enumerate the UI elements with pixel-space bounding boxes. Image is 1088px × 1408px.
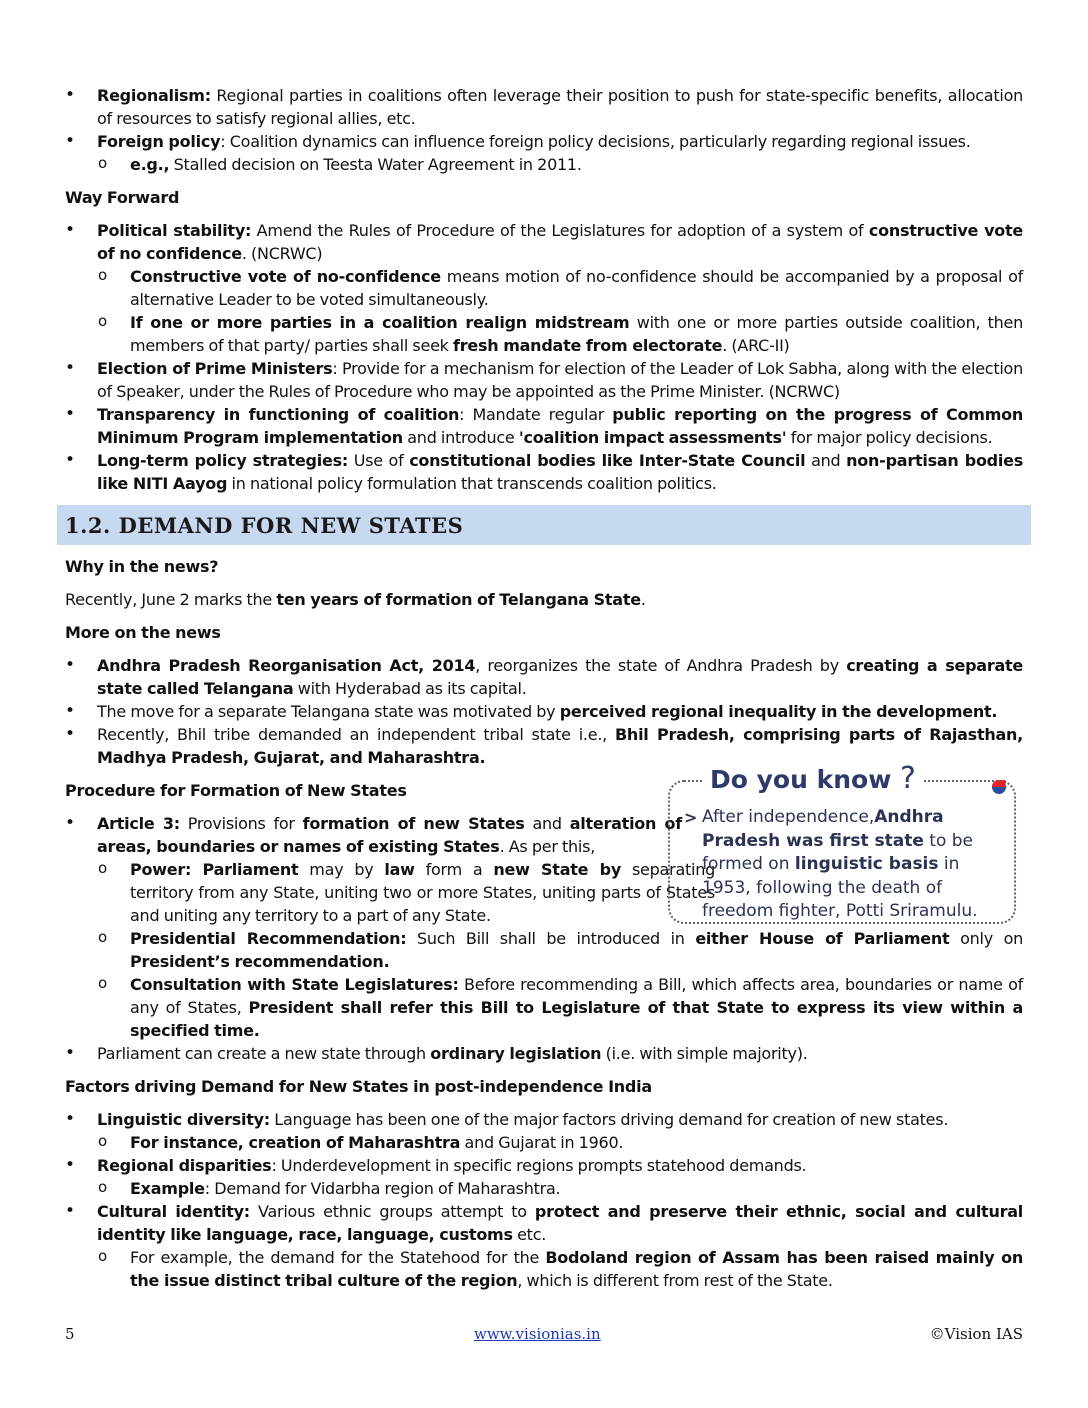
list-item xyxy=(65,130,1023,153)
list-item xyxy=(65,1154,1023,1177)
sub-list-item xyxy=(65,858,715,927)
item-bold: ordinary legislation xyxy=(430,1044,602,1063)
item-text: separating territory from any State, uniting two or more States, uniting parts of States and uniting any territory to a part of any State. xyxy=(130,860,716,925)
item-bold: fresh mandate from electorate xyxy=(453,336,723,355)
item-text: Various ethnic groups attempt to xyxy=(249,1202,535,1221)
list-item xyxy=(65,812,682,858)
do-you-know-title-text: Do you know xyxy=(710,765,892,794)
item-text: , which is different from rest of the State. xyxy=(517,1271,833,1290)
item-text: Stalled decision on Teesta Water Agreement in 2011. xyxy=(169,155,582,174)
item-text: in national policy formulation that transcends coalition politics. xyxy=(227,474,717,493)
item-bold: Bhil Pradesh, comprising parts of Rajasthan, Madhya Pradesh, Gujarat, and Maharashtra. xyxy=(97,725,1024,767)
item-text: (i.e. with simple majority). xyxy=(601,1044,808,1063)
item-lead: Consultation with State Legislatures: xyxy=(130,975,459,994)
page-content xyxy=(65,84,1023,1292)
item-text: : Mandate regular xyxy=(459,405,613,424)
list-item xyxy=(65,449,1023,495)
item-lead: Regional disparities xyxy=(97,1156,272,1175)
way-forward-heading: Way Forward xyxy=(65,188,180,207)
item-lead: If one or more parties in a coalition realign midstream xyxy=(130,313,630,332)
list-item xyxy=(65,357,1023,403)
item-text: . As per this, xyxy=(499,837,596,856)
sub-list-item xyxy=(65,265,1023,311)
para-text: . xyxy=(640,590,646,609)
item-text: . (ARC-II) xyxy=(722,336,790,355)
item-text: Parliament can create a new state through xyxy=(97,1044,431,1063)
item-text: Use of xyxy=(348,451,410,470)
para-bold: ten years of formation of Telangana State xyxy=(276,590,641,609)
item-lead: Linguistic diversity: xyxy=(97,1110,270,1129)
item-text: Amend the Rules of Procedure of the Legislatures for adoption of a system of xyxy=(251,221,869,240)
sub-list-item xyxy=(65,1131,1023,1154)
question-mark-icon: ? xyxy=(900,761,916,796)
list-item xyxy=(65,1042,1023,1065)
item-bold: non-partisan bodies like NITI Aayog xyxy=(97,451,1023,493)
item-text: : Demand for Vidarbha region of Maharashtra. xyxy=(204,1179,561,1198)
item-lead: Regionalism: xyxy=(97,86,211,105)
section-banner xyxy=(57,505,1031,545)
sub-list-item xyxy=(65,973,1023,1042)
item-lead: e.g., xyxy=(130,155,170,174)
item-bold: President shall refer this Bill to Legislature of that State to express its view within a specified time. xyxy=(130,998,1023,1040)
item-lead: Foreign policy xyxy=(97,132,221,151)
fact-bold: Andhra Pradesh was first state xyxy=(702,807,944,851)
item-lead: Transparency in functioning of coalition xyxy=(97,405,460,424)
item-bold: Bodoland region of Assam has been raised mainly on the issue distinct tribal culture of the region xyxy=(130,1248,1023,1290)
item-text: Such Bill shall be introduced in xyxy=(406,929,696,948)
item-bold: constructive vote of no confidence xyxy=(97,221,1024,263)
fact-text: to be formed on xyxy=(702,830,974,874)
item-lead: Presidential Recommendation: xyxy=(130,929,407,948)
factors-heading: Factors driving Demand for New States in post-independence India xyxy=(65,1077,652,1096)
item-text: etc. xyxy=(512,1225,547,1244)
list-item xyxy=(65,700,1023,723)
page-footer xyxy=(65,1325,1023,1347)
sub-list-item xyxy=(65,153,1023,176)
item-bold: 'coalition impact assessments' xyxy=(518,428,787,447)
item-text: with one or more parties outside coalition, then members of that party/ parties shall seek xyxy=(130,313,1023,355)
item-lead: Election of Prime Ministers xyxy=(97,359,333,378)
item-lead: Constructive vote of no-confidence xyxy=(130,267,441,286)
item-bold: protect and preserve their ethnic, social and cultural identity like language, race, language, customs xyxy=(97,1202,1024,1244)
item-text: The move for a separate Telangana state was motivated by xyxy=(97,702,560,721)
sub-list-item xyxy=(65,311,1023,357)
item-bold: alteration of areas, boundaries or names of existing States xyxy=(97,814,683,856)
item-bold: President’s recommendation. xyxy=(130,952,390,971)
logo-dot xyxy=(1002,780,1006,784)
item-lead: Example xyxy=(130,1179,205,1198)
item-bold: creating a separate state called Telangana xyxy=(97,656,1024,698)
item-text: may by xyxy=(298,860,385,879)
list-item xyxy=(65,84,1023,130)
item-lead: Political stability: xyxy=(97,221,252,240)
sub-list-item xyxy=(65,1246,1023,1292)
sub-list-item xyxy=(65,927,1023,973)
item-lead: Cultural identity: xyxy=(97,1202,250,1221)
list-item xyxy=(65,1200,1023,1246)
item-bold: perceived regional inequality in the development. xyxy=(559,702,998,721)
fact-text: After independence, xyxy=(702,807,875,827)
item-text: and Gujarat in 1960. xyxy=(460,1133,624,1152)
item-text: . (NCRWC) xyxy=(241,244,323,263)
item-lead: Article 3: xyxy=(97,814,180,833)
list-item xyxy=(65,1108,1023,1131)
item-text: , reorganizes the state of Andhra Pradesh by xyxy=(475,656,847,675)
procedure-heading: Procedure for Formation of New States xyxy=(65,781,407,800)
website-link[interactable]: www.visionias.in xyxy=(474,1325,601,1343)
item-bold: constitutional bodies like Inter-State Council xyxy=(409,451,806,470)
item-text: only on xyxy=(949,929,1023,948)
chevron-right-icon: > xyxy=(684,808,698,827)
sub-list-item xyxy=(65,1177,1023,1200)
item-text: Before recommending a Bill, which affects area, boundaries or name of any of States, xyxy=(130,975,1023,1017)
list-item xyxy=(65,654,1023,700)
item-text: and xyxy=(805,451,847,470)
item-bold: either House of Parliament xyxy=(695,929,950,948)
item-bold: formation of new States xyxy=(302,814,525,833)
why-text xyxy=(65,588,1023,611)
item-lead: Power: Parliament xyxy=(130,860,299,879)
item-text: Regional parties in coalitions often leverage their position to push for state-specific benefits, allocation of resources to satisfy regional allies, etc. xyxy=(97,86,1023,128)
item-bold: new State by xyxy=(493,860,622,879)
item-bold: public reporting on the progress of Common Minimum Program implementation xyxy=(97,405,1023,447)
item-text: and xyxy=(524,814,570,833)
para-text: Recently, June 2 marks the xyxy=(65,590,277,609)
list-item xyxy=(65,403,1023,449)
more-heading: More on the news xyxy=(65,623,221,642)
do-you-know-text xyxy=(702,806,1012,924)
item-text: form a xyxy=(414,860,494,879)
copyright-text: ©Vision IAS xyxy=(929,1325,1023,1343)
do-you-know-box xyxy=(668,762,1020,928)
fact-bold: linguistic basis xyxy=(794,854,939,874)
item-bold: law xyxy=(384,860,415,879)
why-heading: Why in the news? xyxy=(65,557,219,576)
item-text: : Provide for a mechanism for election of the Leader of Lok Sabha, along with the election of Speaker, under the Rules of Procedure who may be appointed as the Prime Minister. (NCRWC) xyxy=(97,359,1023,401)
page-number: 5 xyxy=(65,1325,75,1343)
item-text: for major policy decisions. xyxy=(786,428,993,447)
item-text: Recently, Bhil tribe demanded an independent tribal state i.e., xyxy=(97,725,615,744)
item-text: For example, the demand for the Statehood for the xyxy=(130,1248,546,1267)
item-text: Provisions for xyxy=(179,814,303,833)
item-lead: For instance, creation of Maharashtra xyxy=(130,1133,461,1152)
item-text: Language has been one of the major factors driving demand for creation of new states. xyxy=(269,1110,949,1129)
do-you-know-title xyxy=(704,762,922,797)
item-lead: Long-term policy strategies: xyxy=(97,451,349,470)
fact-text: in 1953, following the death of freedom fighter, Potti Sriramulu. xyxy=(702,854,978,921)
item-text: and introduce xyxy=(402,428,519,447)
list-item xyxy=(65,219,1023,265)
item-lead: Andhra Pradesh Reorganisation Act, 2014 xyxy=(97,656,476,675)
item-text: : Underdevelopment in specific regions prompts statehood demands. xyxy=(271,1156,807,1175)
item-text: : Coalition dynamics can influence foreign policy decisions, particularly regarding regional issues. xyxy=(220,132,971,151)
item-text: means motion of no-confidence should be accompanied by a proposal of alternative Leader to be voted simultaneously. xyxy=(130,267,1023,309)
section-title: 1.2. DEMAND FOR NEW STATES xyxy=(65,513,464,538)
vision-logo-icon xyxy=(990,778,1008,796)
item-text: with Hyderabad as its capital. xyxy=(293,679,527,698)
